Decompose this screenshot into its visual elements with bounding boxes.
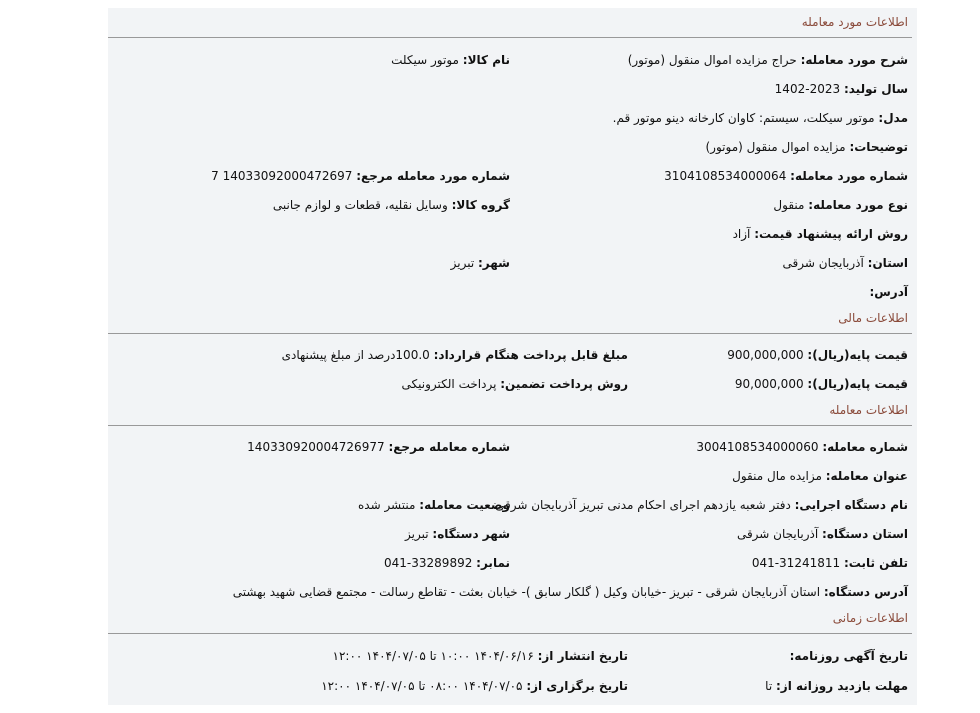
field-value: تبریز xyxy=(450,256,475,270)
field-publish-date xyxy=(333,648,628,664)
field-value: آزاد xyxy=(732,227,751,241)
field-label: تاریخ انتشار از: xyxy=(537,649,628,663)
field-label: آدرس دستگاه: xyxy=(823,585,908,599)
field-payable xyxy=(282,347,628,363)
field-label: نام دستگاه اجرایی: xyxy=(794,498,908,512)
field-label: آدرس: xyxy=(869,285,908,299)
field-label: تلفن ثابت: xyxy=(843,556,908,570)
field-value: وسایل نقلیه، قطعات و لوازم جانبی xyxy=(272,198,448,212)
field-label: مبلغ قابل پرداخت هنگام قرارداد: xyxy=(433,348,628,362)
field-value: 14033092000472697 7 xyxy=(211,169,353,183)
divider xyxy=(108,633,912,634)
field-visit-deadline xyxy=(765,678,908,694)
field-value: تا xyxy=(765,679,773,693)
field-value: 900,000,000 xyxy=(727,348,804,362)
field-status xyxy=(358,497,510,513)
section-title-item: اطلاعات مورد معامله xyxy=(801,15,908,29)
field-org-address xyxy=(233,584,908,600)
section-title-time: اطلاعات زمانی xyxy=(832,611,908,625)
divider xyxy=(108,37,912,38)
field-value: آذربایجان شرقی xyxy=(736,527,819,541)
field-group xyxy=(273,197,510,213)
field-label: نمابر: xyxy=(476,556,510,570)
field-guarantee xyxy=(402,376,628,392)
field-base-price-2 xyxy=(735,376,908,392)
field-value: ۱۴۰۴/۰۷/۰۵ ۰۸:۰۰ تا ۱۴۰۴/۰۷/۰۵ ۱۲:۰۰ xyxy=(321,679,523,693)
field-type xyxy=(773,197,908,213)
field-label: قیمت پایه(ریال): xyxy=(807,348,908,362)
field-desc xyxy=(628,52,908,68)
field-label: روش پرداخت تضمین: xyxy=(500,377,628,391)
field-value: 3104108534000064 xyxy=(664,169,787,183)
field-label: استان دستگاه: xyxy=(822,527,908,541)
field-value: استان آذربایجان شرقی - تبریز -خیابان وکیل ( گلکار سابق )- خیابان بعثت - تقاطع رسالت - مجتمع قضایی شهید بهشتی xyxy=(232,585,821,599)
field-label: شماره معامله: xyxy=(822,440,908,454)
field-label: سال تولید: xyxy=(843,82,908,96)
field-value: 100.0درصد از مبلغ پیشنهادی xyxy=(281,348,430,362)
field-label: روش ارائه پیشنهاد قیمت: xyxy=(754,227,908,241)
field-label: وضعیت معامله: xyxy=(419,498,510,512)
field-value: ۱۴۰۴/۰۶/۱۶ ۱۰:۰۰ تا ۱۴۰۴/۰۷/۰۵ ۱۲:۰۰ xyxy=(332,649,534,663)
field-label: تاریخ برگزاری از: xyxy=(526,679,628,693)
field-address xyxy=(869,284,908,300)
field-label: شهر دستگاه: xyxy=(432,527,510,541)
section-title-deal: اطلاعات معامله xyxy=(829,403,908,417)
field-model xyxy=(613,110,908,126)
field-number xyxy=(664,168,908,184)
field-value: تبریز xyxy=(405,527,429,541)
field-label: نوع مورد معامله: xyxy=(808,198,908,212)
field-year xyxy=(775,81,908,97)
label: شرح مورد معامله: xyxy=(800,53,908,67)
divider xyxy=(108,333,912,334)
field-label: نام کالا: xyxy=(462,53,510,67)
value: حراج مزایده اموال منقول (موتور) xyxy=(627,53,797,67)
section-title-finance: اطلاعات مالی xyxy=(838,311,908,325)
field-org-city xyxy=(405,526,510,542)
field-value: 041-31241811 xyxy=(751,556,841,570)
field-base-price-1 xyxy=(727,347,908,363)
field-value: آذربایجان شرقی xyxy=(782,256,864,270)
field-label: مدل: xyxy=(878,111,908,125)
field-hold-date xyxy=(321,678,628,694)
field-label: قیمت پایه(ریال): xyxy=(807,377,908,391)
field-deal-title xyxy=(732,468,908,484)
field-value: پرداخت الکترونیکی xyxy=(401,377,497,391)
field-label: استان: xyxy=(867,256,908,270)
field-value: 2023-1402 xyxy=(774,82,841,96)
field-value: منقول xyxy=(773,198,805,212)
field-label: توضیحات: xyxy=(849,140,908,154)
field-value: مزایده مال منقول xyxy=(732,469,822,483)
field-label: تاریخ آگهی روزنامه: xyxy=(789,649,908,663)
field-value: منتشر شده xyxy=(357,498,416,512)
field-fax xyxy=(384,555,510,571)
field-value: موتور سیکلت، سیستم: کاوان کارخانه دینو موتور قم. xyxy=(612,111,875,125)
field-ref xyxy=(211,168,510,184)
field-value: موتور سیکلت xyxy=(391,53,459,67)
field-label: شهر: xyxy=(478,256,510,270)
field-value: 3004108534000060 xyxy=(696,440,819,454)
field-label: شماره مورد معامله مرجع: xyxy=(356,169,510,183)
field-notes xyxy=(705,139,908,155)
field-value: دفتر شعبه یازدهم اجرای احکام مدنی تبریز آذربایجان شرقی xyxy=(494,498,791,512)
field-label: شماره معامله مرجع: xyxy=(388,440,510,454)
divider xyxy=(108,425,912,426)
field-newspaper-date xyxy=(790,648,908,664)
field-value: 041-33289892 xyxy=(384,556,473,570)
field-label: گروه کالا: xyxy=(451,198,510,212)
field-value: مزایده اموال منقول (موتور) xyxy=(705,140,846,154)
field-deal-ref xyxy=(247,439,510,455)
field-label: مهلت بازدید روزانه از: xyxy=(776,679,908,693)
field-deal-number xyxy=(696,439,908,455)
field-city xyxy=(451,255,510,271)
field-value: 140330920004726977 xyxy=(247,440,385,454)
field-value: 90,000,000 xyxy=(734,377,804,391)
field-label: شماره مورد معامله: xyxy=(790,169,908,183)
field-org xyxy=(495,497,908,513)
field-method xyxy=(733,226,908,242)
field-name xyxy=(391,52,510,68)
field-province xyxy=(783,255,908,271)
field-label: عنوان معامله: xyxy=(825,469,908,483)
field-phone xyxy=(752,555,908,571)
field-org-province xyxy=(737,526,908,542)
